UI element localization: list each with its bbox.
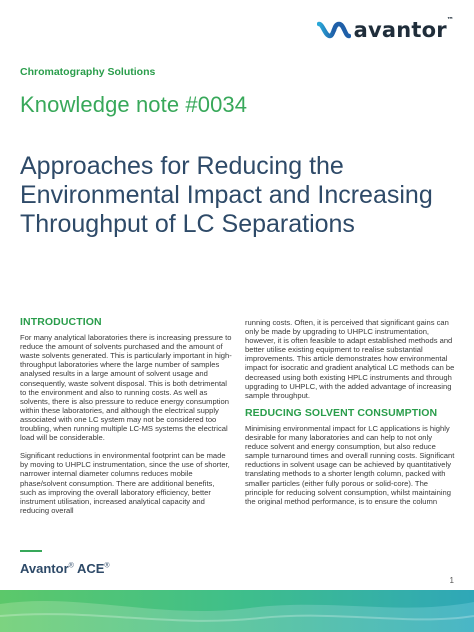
avantor-wave-icon [317, 20, 351, 40]
intro-paragraph-1: For many analytical laboratories there is increasing pressure to reduce the amount of solvents purchased and the amount of waste solvents generated. This is particularly important in high-throughput laboratories where the large number of samples analysed results in a large amount of solvent usage and consequently, waste solvent disposal. This is both detrimental to the environment and also to running costs. As well as solvents, there is also pressure to reduce energy consumption within these laboratories, and although the electrical supply associated with one LC system may not be considered too troubling, when running multiple LC-MS systems the electrical load will be considerable. [20, 333, 232, 443]
reducing-solvent-paragraph: Minimising environmental impact for LC applications is highly desirable for many laboratories and can help to not only reduce solvent and energy consumption, but also reduce sample turnaround times and overall running costs. Significant reductions in solvent usage can be achieved by quantitatively translating methods to a shorter length column, packed with smaller particles (either fully porous or solid-core). The principle for reducing solvent consumption, whilst maintaining the original method performance, is to ensure the column [245, 423, 455, 506]
avantor-logo [317, 18, 454, 42]
left-column [20, 318, 232, 524]
footer-gradient-band [0, 590, 474, 632]
category-label: Chromatography Solutions [20, 66, 156, 78]
introduction-heading: INTRODUCTION [20, 316, 102, 328]
logo-wordmark: avantor™ [353, 16, 454, 42]
intro-paragraph-2: Significant reductions in environmental footprint can be made by moving to UHPLC instrumentation, since the use of shorter, narrower internal diameter columns reduces mobile phase/solvent consumption. There are additional benefits, such as improving the overall laboratory efficiency, better instrument utilisation, increased analytical capacity and reducing overall [20, 451, 230, 515]
footer-divider [20, 550, 42, 552]
page-number: 1 [449, 576, 454, 585]
intro-paragraph-continued: running costs. Often, it is perceived that significant gains can only be made by upgrading to UHPLC instrumentation, however, it is often feasible to adapt established methods and better utilise existing equipment to realise substantial improvements. This article demonstrates how environmental impact for isocratic and gradient analytical LC methods can be decreased using both existing HPLC instruments and through upgrading to UHPLC, with the added advantage of increasing sample throughput. [245, 318, 455, 400]
reducing-solvent-heading: REDUCING SOLVENT CONSUMPTION [245, 406, 438, 419]
avantor-ace-brand: Avantor® ACE® [20, 561, 110, 576]
document-title: Approaches for Reducing the Environmental Impact and Increasing Throughput of LC Separations [20, 152, 433, 238]
knowledge-note-title: Knowledge note #0034 [20, 92, 248, 117]
footer-wave-graphic [0, 590, 474, 632]
right-column [245, 318, 457, 515]
